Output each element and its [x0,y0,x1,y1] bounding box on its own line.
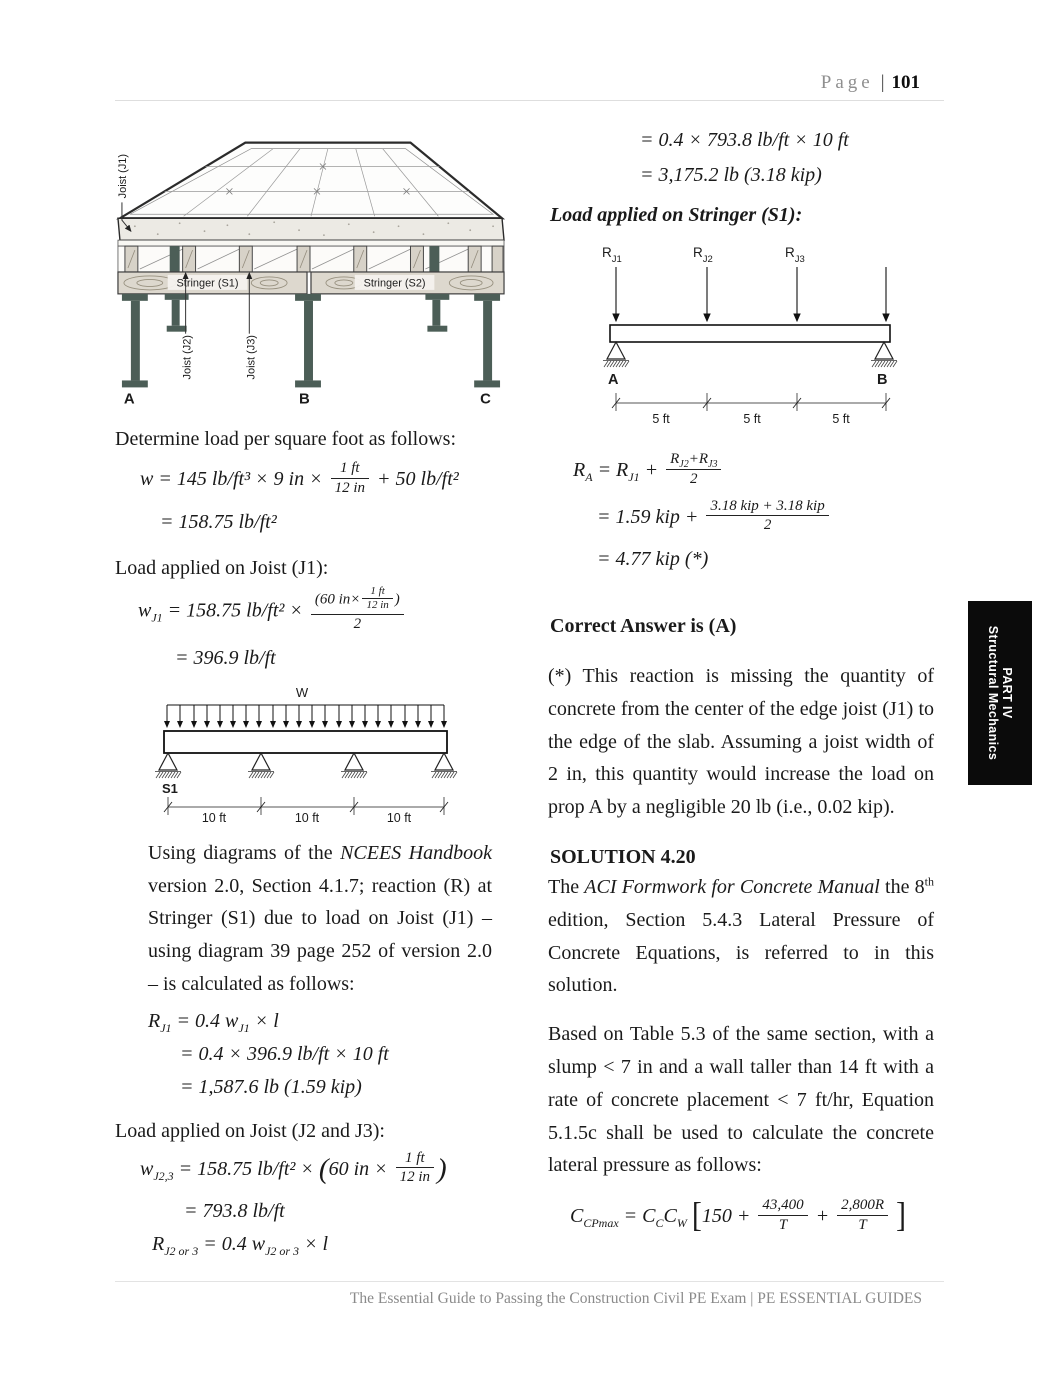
fraction-numerator: 1 ft [396,1149,434,1169]
bracket-open: [ [691,1196,702,1235]
aci-post: edition, Section 5.4.3 Lateral Pressure of Concrete Equations, is referred to in this solution. [548,908,934,997]
mini-fraction [362,585,392,614]
ncees-post: version 2.0, Section 4.1.7; reaction (R) at Stringer (S1) due to load on Joist (J1) – using diagram 39 page 252 of version 2.0 – is calculated as follows: [148,874,492,995]
eq-pre: = 1.59 kip + [597,505,699,528]
eq-mid-sub: J1 [238,1020,250,1035]
eq-var: C [570,1205,584,1227]
eq-mid: = C [618,1205,656,1227]
fraction-numerator: $R_{J2}+R_{J3}$ [666,450,721,470]
eq-var: R [573,458,586,481]
joist23-heading: Load applied on Joist (J2 and J3): [115,1119,385,1142]
equation-unit-load-result [160,510,495,535]
equation-ccpmax [570,1198,934,1237]
sidebar-section-label: Structural Mechanics [986,625,1000,761]
equation-stringer-line1 [640,128,934,153]
span-2-label: 5 ft [743,412,761,426]
slab-front-face [118,218,504,240]
distributed-load-label: W [295,684,309,700]
joist-j2-label: Joist (J2) [181,335,194,380]
stringers [118,272,504,294]
equation-stringer-line2 [640,163,934,188]
eq-mid: = 158.75 lb/ft² × [162,599,303,622]
paren-close: ) [394,591,400,608]
distributed-load-arrows [167,705,444,727]
equation-rj2or3 [152,1232,495,1257]
eq-plus: + [639,458,659,481]
sidebar-part-label: PART IV [1000,667,1014,719]
eq-var-sub: J1 [151,610,163,625]
part-iv-sidebar-tab [968,601,1032,785]
eq-pre: 150 + [701,1205,751,1227]
stringer-reaction-diagram [552,243,952,438]
support-a-label: A [123,390,135,408]
shore-posts [122,294,500,388]
aci-sup: th [924,874,935,889]
eq-plus: + [815,1205,830,1227]
eq-mid-sub: J1 [628,469,640,484]
eq-mid: = 0.4 w [171,1009,239,1032]
fraction [331,459,369,498]
ncees-handbook-title: NCEES Handbook [340,841,493,864]
paren-open: ( [318,1152,329,1185]
fraction [837,1196,888,1235]
fraction-denominator: T [778,1216,788,1233]
joist1-heading: Load applied on Joist (J1): [115,556,329,579]
eq-var-sub: J2,3 [153,1168,174,1183]
right-column-bottom [548,615,934,1237]
footer-text: The Essential Guide to Passing the Construction Civil PE Exam | PE ESSENTIAL GUIDES [349,1290,922,1307]
span-3-label: 10 ft [386,810,412,825]
span-1-label: 10 ft [201,810,227,825]
page-number-header [821,72,920,94]
ncees-paragraph [148,837,492,1001]
beam [164,731,447,753]
aci-pre: The [548,875,585,898]
fraction-numerator [311,586,404,616]
page-number: 101 [891,72,920,93]
support-b-label: B [299,390,310,408]
eq-var2: C [663,1205,677,1227]
header-rule [115,100,944,101]
formwork-isometric-diagram [110,122,508,414]
ncees-pre: Using diagrams of the [148,841,341,864]
eq-tail: × l [249,1009,279,1032]
rj1-load-label: $R_{J1}$ [602,245,622,265]
eq-rj1-line2: = 0.4 × 396.9 lb/ft × 10 ft [180,1042,389,1065]
eq-inner: 60 in × [328,1157,388,1180]
support-c-label: C [480,390,491,408]
equation-wj1-result [175,646,495,671]
star-note-paragraph: (*) This reaction is missing the quantity of concrete from the center of the edge joist (J1) to the edge of the slab. Assuming a joist width of 2 in, this quantity would increase the load on prop A by a negligible 20 lb (i.e., 0.02 kip). [548,665,934,819]
paren-open: (60 in× [314,591,361,608]
eq-mid: = R [592,458,629,481]
span-3-label: 5 ft [832,412,850,426]
fraction-numerator: 3.18 kip + 3.18 kip [706,497,828,517]
left-column [112,122,495,1257]
point-load-arrows [616,267,886,321]
eq-w-sub: W [676,1216,687,1230]
eq-tail: × l [299,1233,329,1256]
equation-wj23-result [184,1199,495,1224]
eq-var: R [152,1233,165,1256]
joist-j1-label: Joist (J1) [116,153,129,199]
stringer-s1-load-diagram [134,685,464,825]
fraction-denominator: 2 [763,517,772,534]
eq-wj23-result: = 793.8 lb/ft [184,1200,285,1223]
equation-unit-load [140,461,495,500]
determine-load-heading: Determine load per square foot as follows: [115,428,457,450]
eq-rj1-line3: = 1,587.6 lb (1.59 kip) [180,1075,362,1098]
fraction [666,450,721,489]
eq-var: w [138,599,152,622]
eq-c-sub: C [655,1216,664,1230]
fraction-denominator: T [858,1216,867,1233]
eq-w-rhs: + 50 lb/ft² [377,467,459,490]
eq-var-sub: J1 [160,1020,172,1035]
eq-var-sub: A [585,469,593,484]
eq-mid: = 0.4 w [198,1233,266,1256]
stringer-s2-label: Stringer (S2) [363,277,426,290]
fraction-denominator: 12 in [334,479,366,496]
equation-ra [573,452,934,491]
eq-var: w [140,1157,154,1180]
mini-num: 1 ft [362,585,392,600]
rj3-load-label: $R_{J3}$ [785,245,805,265]
fraction-denominator: 2 [690,470,698,487]
fraction [758,1196,807,1235]
joist-j3-label: Joist (J3) [245,335,258,380]
aci-manual-title: ACI Formwork for Concrete Manual [584,875,880,898]
eq-w-lhs: w = 145 lb/ft³ × 9 in × [140,467,323,490]
fraction [311,586,404,634]
table-53-paragraph: Based on Table 5.3 of the same section, with a slump < 7 in and a wall taller than 14 ft with a rate of concrete placement < 7 ft/hr, Equation 5.1.5c shall be used to calculate the concrete lateral pressure as follows: [548,1023,934,1177]
right-column-top [548,128,934,572]
eq-stringer-line1: = 0.4 × 793.8 lb/ft × 10 ft [640,129,849,151]
eq-wj1-result: = 396.9 lb/ft [175,646,276,669]
span-2-label: 10 ft [294,810,320,825]
fraction-numerator: 1 ft [331,459,369,479]
equation-ra-line2 [597,499,934,538]
eq-w-result: = 158.75 lb/ft² [160,510,277,533]
eq-mid: = 158.75 lb/ft² × [173,1157,314,1180]
paren-close: ) [437,1152,447,1185]
equation-rj1-line3 [180,1075,495,1100]
span-1-label: 5 ft [652,412,670,426]
eq-stringer-line2: = 3,175.2 lb (3.18 kip) [640,164,822,186]
eq-var: R [148,1009,161,1032]
stringer-heading: Load applied on Stringer (S1): [550,204,803,226]
fraction-numerator: 43,400 [758,1196,807,1216]
bracket-close: ] [896,1196,907,1235]
equation-wj1 [138,584,495,636]
correct-answer-heading: Correct Answer is (A) [550,615,737,637]
support-b-label: B [877,372,888,388]
fraction-denominator: 2 [353,616,362,632]
equation-ra-line3 [597,547,934,572]
page-number-divider: | [880,72,885,93]
mini-den: 12 in [366,599,389,612]
eq-ra-result: = 4.77 kip (*) [597,548,709,570]
fraction [706,497,828,536]
fraction-denominator: 12 in [399,1169,431,1186]
equation-rj1 [148,1009,495,1034]
eq-var-sub: CPmax [583,1216,619,1230]
equation-rj1-line2 [180,1042,495,1067]
rj2-load-label: $R_{J2}$ [693,245,713,265]
eq-var-sub: J2 or 3 [164,1244,199,1259]
footer-rule [115,1281,944,1282]
equation-wj23 [140,1151,495,1190]
beam [610,325,890,342]
eq-mid-sub: J2 or 3 [265,1244,300,1259]
solution-heading: SOLUTION 4.20 [550,845,696,868]
stringer-s1-label: Stringer (S1) [176,277,239,290]
aci-paragraph [548,871,934,1002]
fraction-numerator: 2,800R [837,1196,888,1216]
aci-mid: the 8 [879,875,925,898]
dimension-line [612,393,890,411]
page-word: Page [820,72,874,93]
support-a-label: A [608,372,619,388]
fraction [396,1149,434,1188]
beam-s1-label: S1 [162,780,178,796]
